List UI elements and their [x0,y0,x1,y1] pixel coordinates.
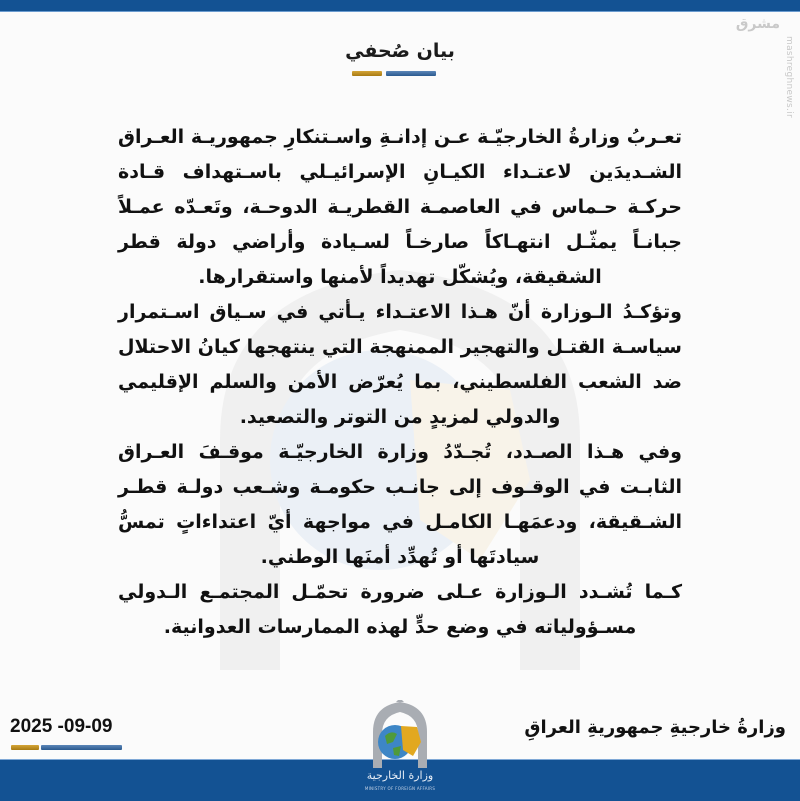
page-title: بيان صُحفي [345,40,455,62]
statement-date: 2025 -09-09 [10,716,113,737]
ministry-logo [363,700,437,796]
ministry-name: وزارةُ خارجيةِ جمهوريةِ العراقِ [524,717,786,738]
paragraph: وتؤكـدُ الـوزارة أنّ هـذا الاعتـداء يـأتي في سـياق اسـتمرار سياسـة القتـل والتهجير الممنهجة التي ينتهجها كيانُ الاحتلال ضد الشعب الفلسطيني، بما يُعرّض الأمن والسلم الإقليمي والدولي لمزيدٍ من التوتر والتصعيد. [118,301,682,428]
ministry-emblem-icon [363,700,437,770]
date-accent-gold [11,745,39,750]
statement-body [118,120,682,645]
top-band [0,0,800,12]
date-accent-blue [41,745,122,750]
paragraph: كـما تُشـدد الـوزارة عـلى ضرورة تحمّـل المجتمـع الـدولي مسـؤولياته في وضع حدٍّ لهذه الممارسات العدوانية. [118,581,682,638]
title-accent-gold [352,71,382,76]
source-watermark [735,14,794,124]
paragraph: وفي هـذا الصـدد، تُجـدّدُ وزارة الخارجيّـة موقـفَ العـراق الثابـت في الوقـوف إلى جانـب حكومـة وشـعب دولـة قطـر الشـقيقة، ودعمَهـا الكامـل في مواجهة أيّ اعتداءاتٍ تمسُّ سيادتَها أو تُهدِّد أمنَها الوطني. [118,441,682,568]
paragraph: تعـربُ وزارةُ الخارجيّـة عـن إدانـةِ واسـتنكارِ جمهوريـة العـراق الشـديدَين لاعتـداء الكيـانِ الإسرائيـلي باسـتهداف قـادة حركـة حـماس في العاصمـة القطريـة الدوحـة، وتَعـدّه عمـلاً جبانـاً يمثّـل انتهـاكاً صارخـاً لسـيادة وأراضي دولة قطر الشقيقة، ويُشكّل تهديداً لأمنها واستقرارها. [118,126,682,288]
source-logo: مشرق [735,16,780,32]
title-accent-blue [386,71,436,76]
source-url: mashreghnews.ir [784,36,794,118]
logo-arabic-text: وزارة الخارجية [366,769,434,782]
logo-english-text: MINISTRY OF FOREIGN AFFAIRS [364,786,436,791]
